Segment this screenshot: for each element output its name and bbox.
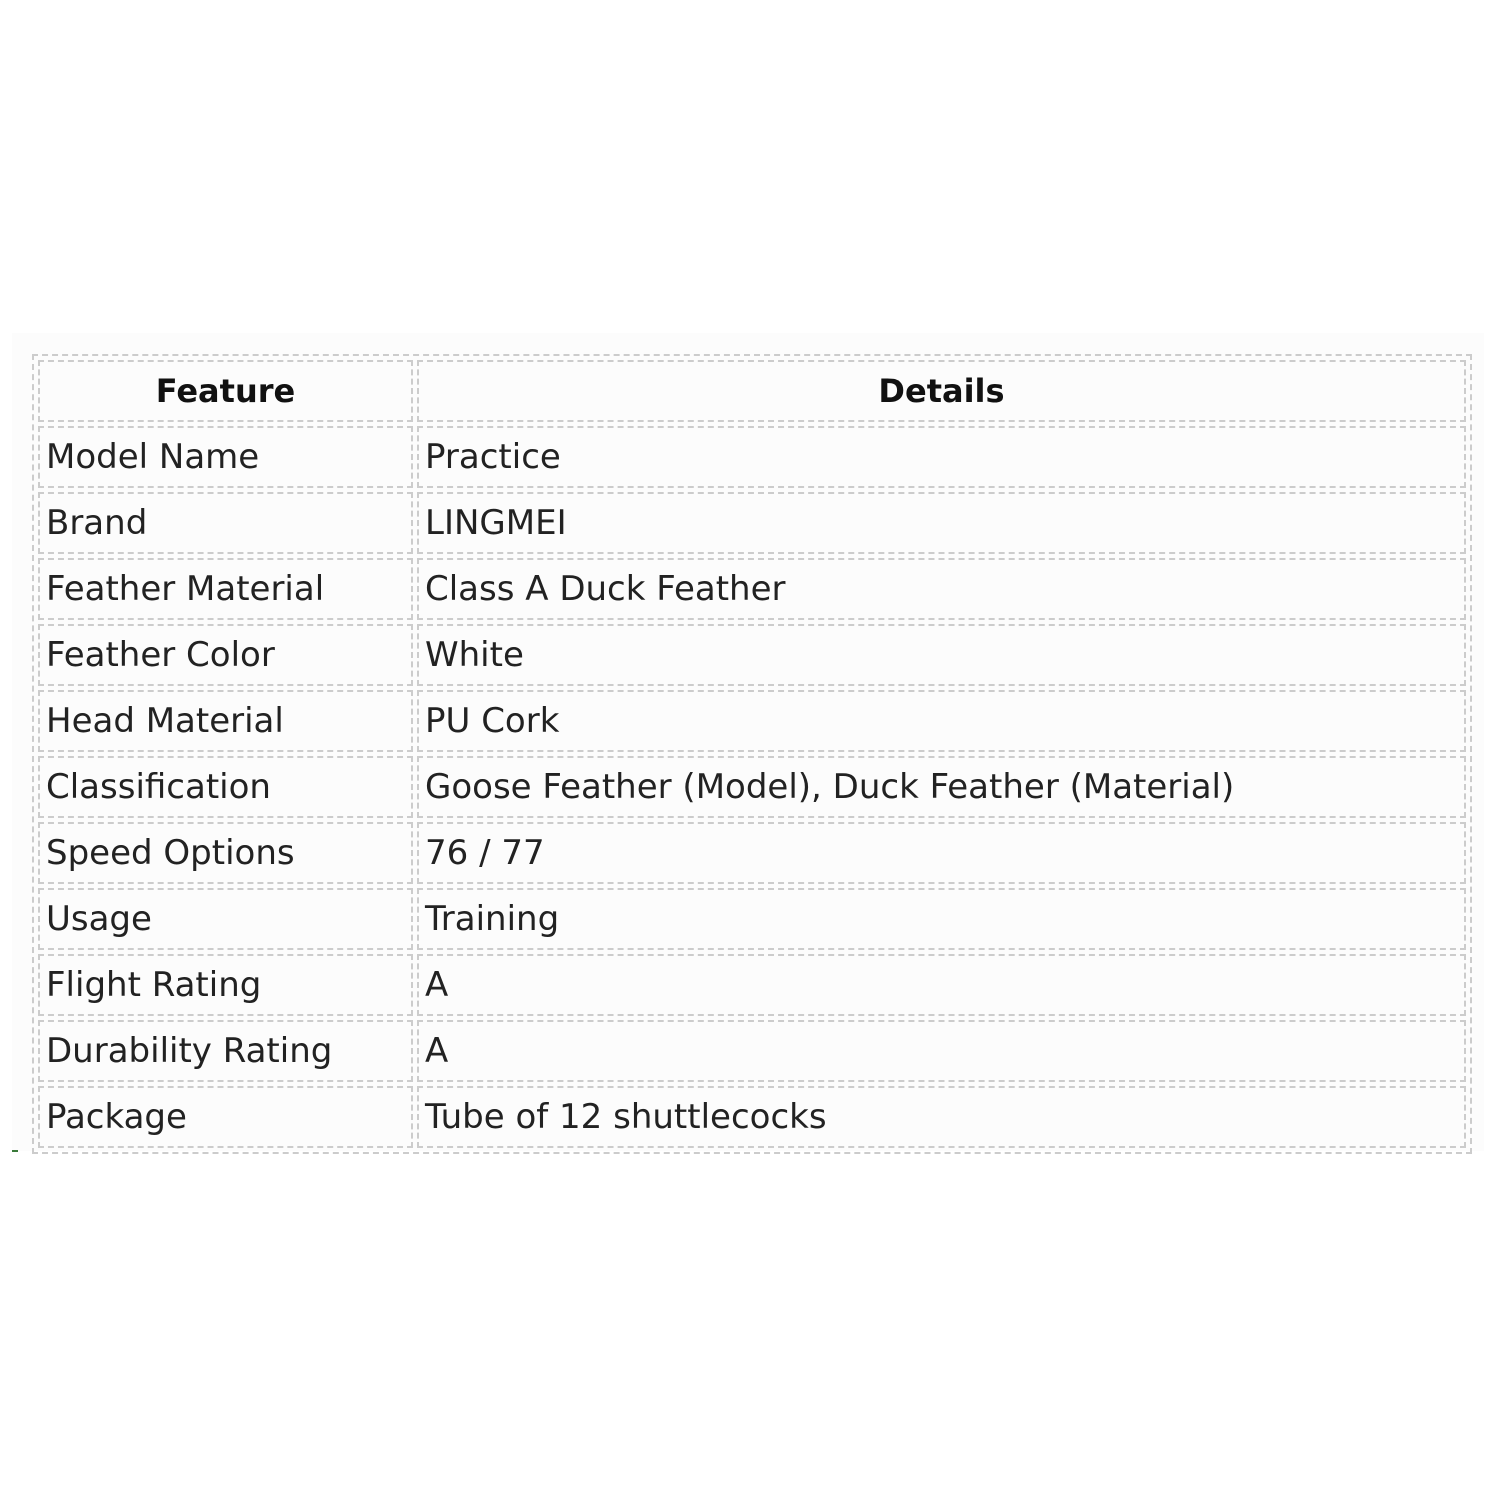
feature-cell: Model Name [38,426,413,488]
details-cell: Class A Duck Feather [417,558,1466,620]
details-cell: A [417,954,1466,1016]
corner-mark [12,1150,18,1152]
header-details: Details [417,360,1466,422]
feature-cell: Classification [38,756,413,818]
table-row [38,690,1466,752]
table-row [38,954,1466,1016]
feature-cell: Flight Rating [38,954,413,1016]
details-cell: A [417,1020,1466,1082]
details-cell: 76 / 77 [417,822,1466,884]
table-row [38,1020,1466,1082]
details-cell: Training [417,888,1466,950]
spec-table [32,354,1472,1154]
details-cell: Practice [417,426,1466,488]
feature-cell: Speed Options [38,822,413,884]
feature-cell: Feather Material [38,558,413,620]
details-cell: PU Cork [417,690,1466,752]
feature-cell: Head Material [38,690,413,752]
table-row [38,888,1466,950]
table-row [38,624,1466,686]
table-row [38,426,1466,488]
details-cell: White [417,624,1466,686]
feature-cell: Feather Color [38,624,413,686]
spec-panel [12,333,1484,1151]
feature-cell: Durability Rating [38,1020,413,1082]
table-row [38,756,1466,818]
details-cell: Tube of 12 shuttlecocks [417,1086,1466,1148]
feature-cell: Package [38,1086,413,1148]
table-row [38,558,1466,620]
feature-cell: Usage [38,888,413,950]
table-header-row [38,360,1466,422]
header-feature: Feature [38,360,413,422]
feature-cell: Brand [38,492,413,554]
table-row [38,1086,1466,1148]
table-row [38,492,1466,554]
details-cell: LINGMEI [417,492,1466,554]
table-row [38,822,1466,884]
details-cell: Goose Feather (Model), Duck Feather (Material) [417,756,1466,818]
